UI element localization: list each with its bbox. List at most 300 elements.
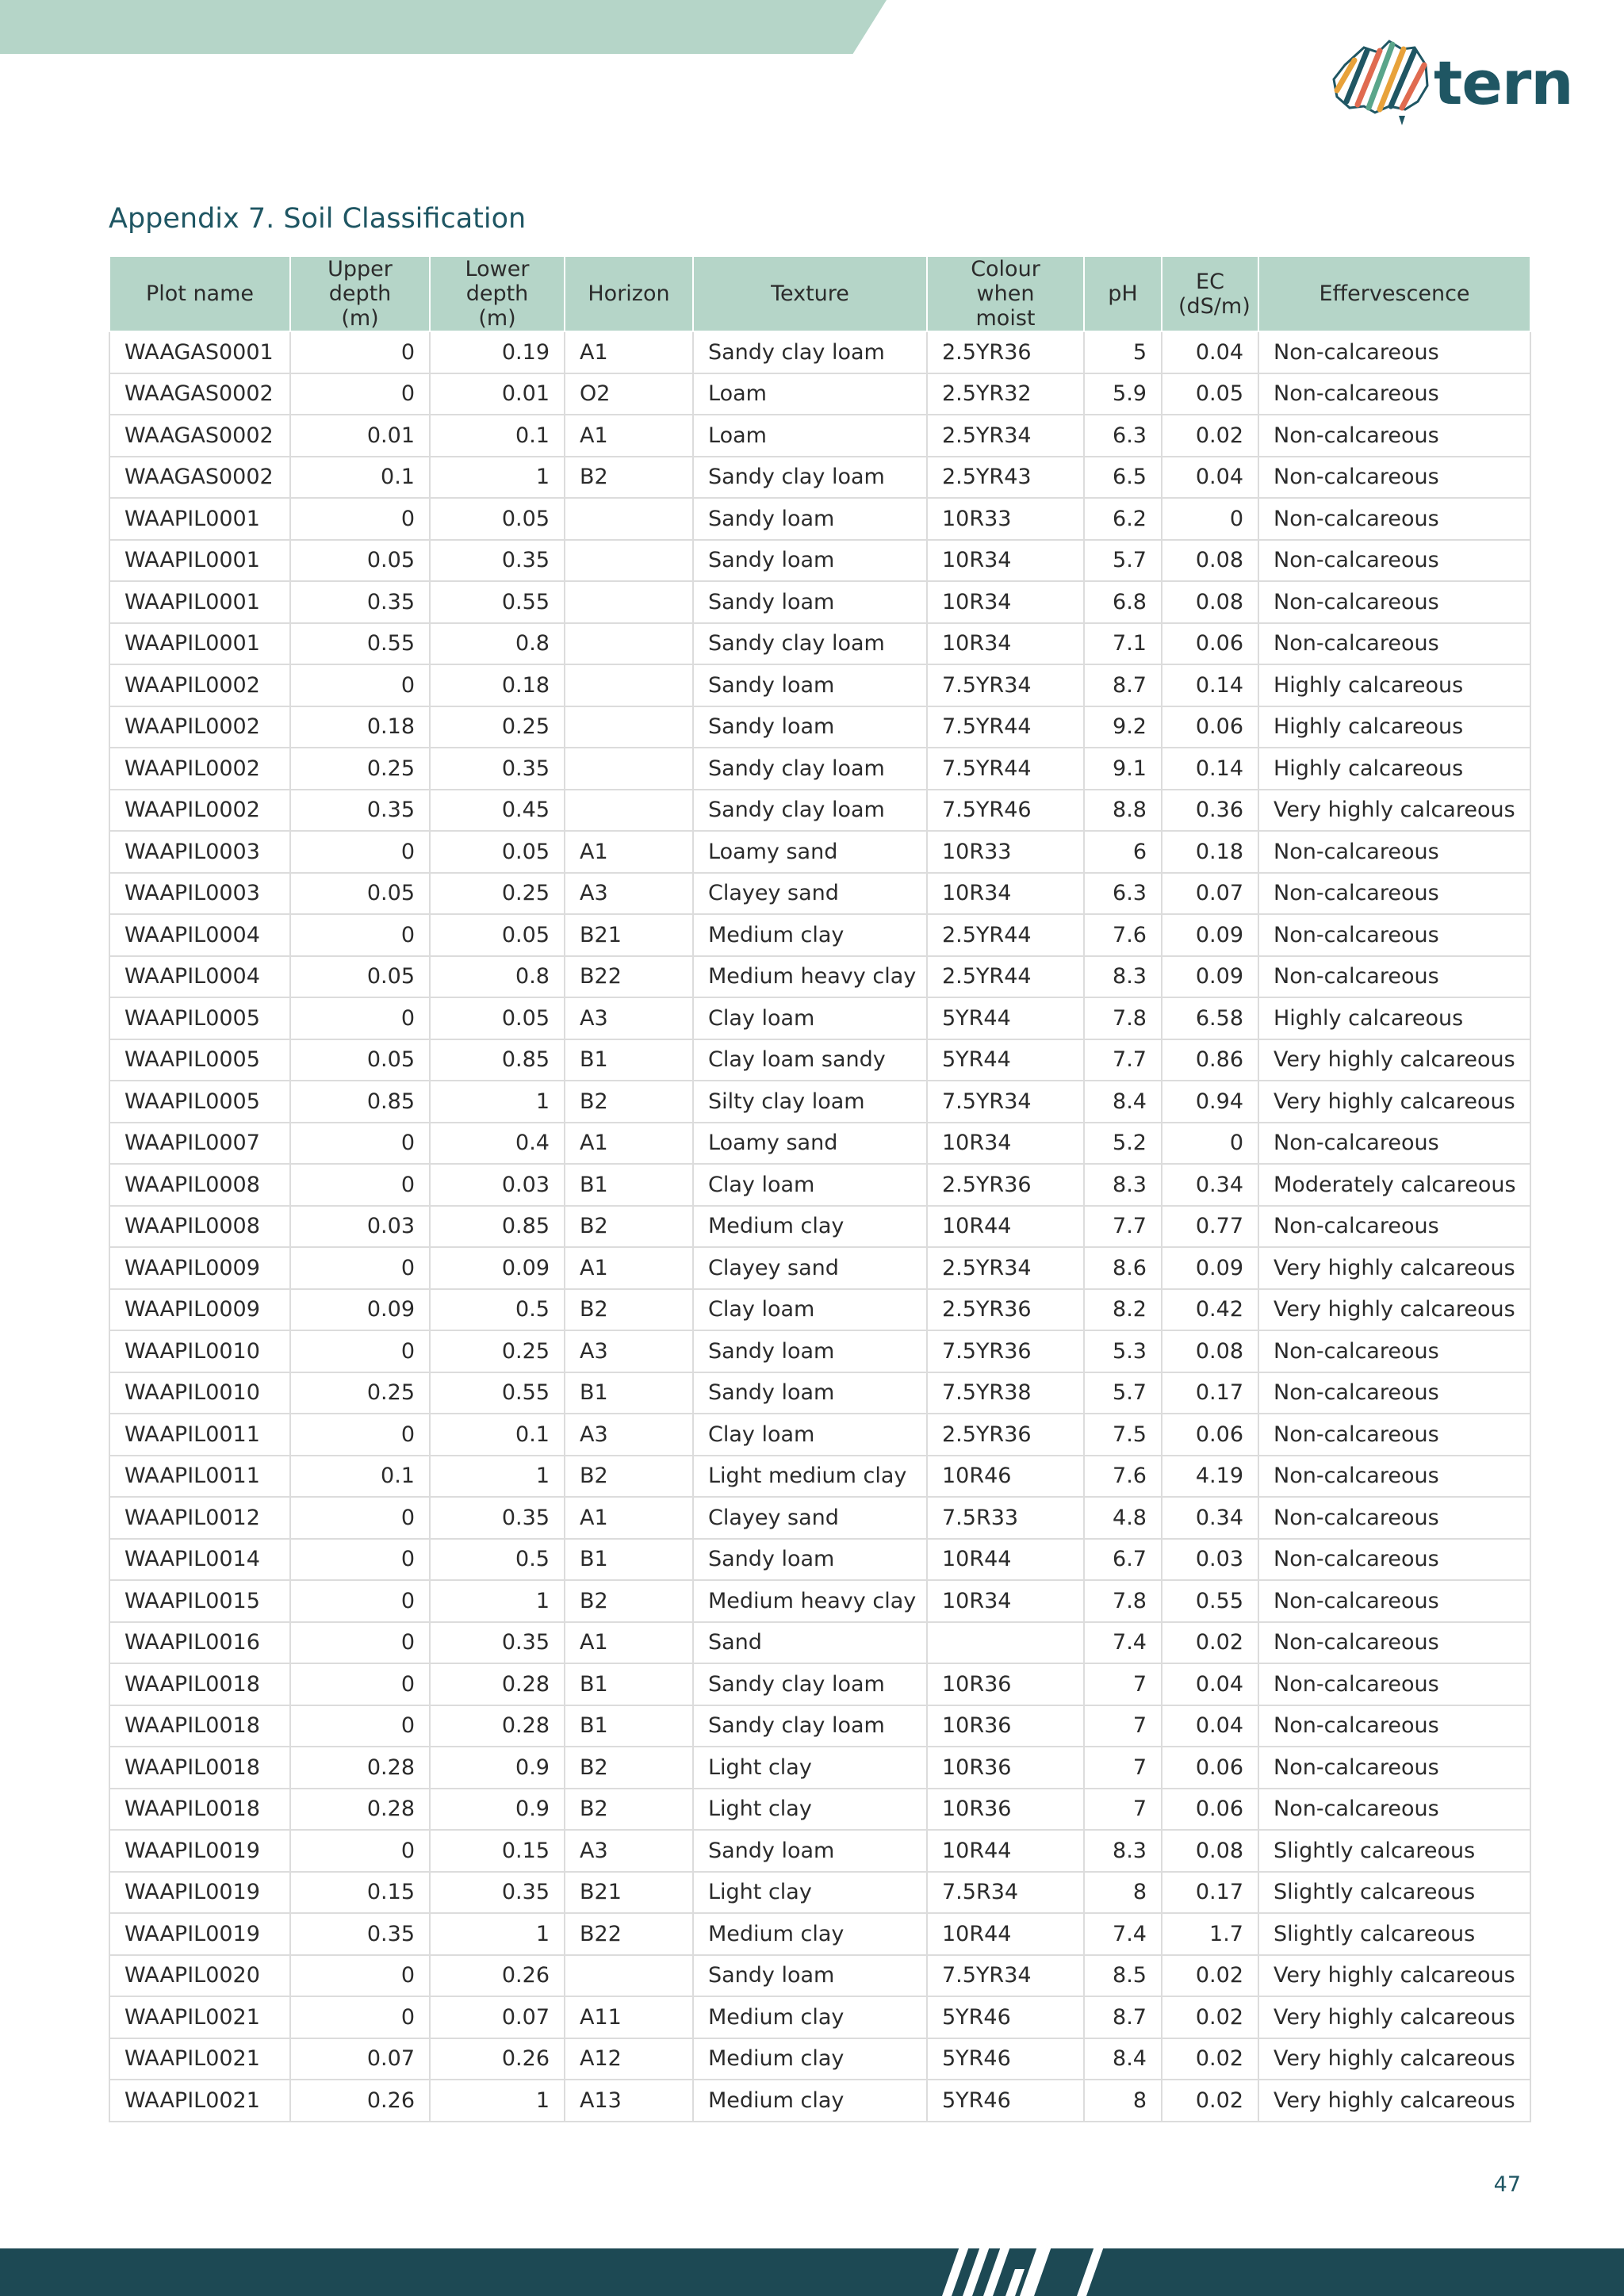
cell-colour: 7.5R34 [927,1872,1084,1914]
cell-colour: 2.5YR44 [927,914,1084,956]
cell-effervescence: Non-calcareous [1258,373,1530,415]
top-accent-band [0,0,887,54]
cell-ec: 0.05 [1162,373,1258,415]
cell-plot-name: WAAPIL0019 [109,1872,290,1914]
cell-upper-depth: 0 [290,997,430,1039]
cell-effervescence: Moderately calcareous [1258,1164,1530,1206]
cell-texture: Medium heavy clay [693,1580,927,1622]
cell-colour: 7.5R33 [927,1497,1084,1539]
table-row [109,790,1530,832]
cell-texture: Clay loam [693,1289,927,1331]
table-row [109,997,1530,1039]
cell-lower-depth: 0.35 [430,1872,565,1914]
cell-plot-name: WAAPIL0018 [109,1705,290,1747]
cell-effervescence: Very highly calcareous [1258,1247,1530,1289]
cell-ec: 0.02 [1162,415,1258,457]
cell-ec: 0.94 [1162,1081,1258,1123]
cell-horizon [565,748,693,790]
cell-ph: 6.3 [1084,415,1162,457]
cell-colour: 10R34 [927,581,1084,623]
cell-plot-name: WAAPIL0002 [109,664,290,706]
cell-lower-depth: 0.85 [430,1039,565,1081]
cell-colour: 10R44 [927,1913,1084,1955]
cell-effervescence: Highly calcareous [1258,706,1530,748]
table-row [109,457,1530,499]
cell-colour: 10R34 [927,1123,1084,1165]
table-header-row [109,256,1530,331]
cell-horizon: B1 [565,1372,693,1414]
cell-plot-name: WAAPIL0016 [109,1622,290,1664]
cell-ph: 7 [1084,1663,1162,1705]
cell-texture: Clay loam [693,997,927,1039]
cell-ph: 4.8 [1084,1497,1162,1539]
cell-upper-depth: 0 [290,1123,430,1165]
cell-horizon: B2 [565,1206,693,1248]
cell-texture: Sandy loam [693,540,927,582]
cell-effervescence: Non-calcareous [1258,1539,1530,1581]
cell-texture: Sandy clay loam [693,790,927,832]
cell-lower-depth: 0.85 [430,1206,565,1248]
cell-horizon: A1 [565,1622,693,1664]
table-row [109,415,1530,457]
cell-ec: 0.03 [1162,1539,1258,1581]
cell-ph: 7.6 [1084,1456,1162,1498]
table-row [109,373,1530,415]
cell-colour: 2.5YR32 [927,373,1084,415]
cell-lower-depth: 1 [430,457,565,499]
cell-ph: 7.7 [1084,1206,1162,1248]
cell-ph: 7.1 [1084,623,1162,665]
cell-effervescence: Non-calcareous [1258,1663,1530,1705]
table-row [109,1123,1530,1165]
table-row [109,831,1530,873]
cell-colour: 10R46 [927,1456,1084,1498]
cell-lower-depth: 0.35 [430,540,565,582]
cell-ph: 6 [1084,831,1162,873]
cell-ec: 0.08 [1162,1830,1258,1872]
cell-plot-name: WAAPIL0008 [109,1206,290,1248]
cell-upper-depth: 0.05 [290,540,430,582]
cell-ph: 5.7 [1084,540,1162,582]
cell-texture: Clay loam sandy [693,1039,927,1081]
cell-horizon: B1 [565,1539,693,1581]
table-row [109,1372,1530,1414]
cell-ec: 0.09 [1162,956,1258,998]
table-row [109,1747,1530,1789]
cell-colour: 5YR44 [927,1039,1084,1081]
cell-effervescence: Non-calcareous [1258,498,1530,540]
cell-ph: 8.3 [1084,956,1162,998]
cell-upper-depth: 0.05 [290,873,430,915]
cell-colour: 2.5YR36 [927,331,1084,373]
cell-plot-name: WAAPIL0015 [109,1580,290,1622]
table-row [109,664,1530,706]
cell-horizon: B1 [565,1164,693,1206]
table-row [109,2038,1530,2080]
logo-wordmark: tern [1434,48,1573,118]
cell-horizon: B1 [565,1663,693,1705]
cell-plot-name: WAAPIL0011 [109,1456,290,1498]
cell-texture: Clay loam [693,1164,927,1206]
cell-effervescence: Non-calcareous [1258,1123,1530,1165]
cell-ph: 8.6 [1084,1247,1162,1289]
tern-logo [1323,33,1573,136]
cell-effervescence: Non-calcareous [1258,1330,1530,1372]
cell-horizon: A1 [565,415,693,457]
table-row [109,1497,1530,1539]
table-row [109,1081,1530,1123]
cell-ph: 8 [1084,1872,1162,1914]
cell-effervescence: Very highly calcareous [1258,1996,1530,2038]
cell-texture: Light clay [693,1789,927,1831]
cell-upper-depth: 0 [290,331,430,373]
cell-ph: 7 [1084,1705,1162,1747]
cell-texture: Medium heavy clay [693,956,927,998]
cell-effervescence: Non-calcareous [1258,873,1530,915]
cell-lower-depth: 1 [430,1580,565,1622]
cell-colour: 10R36 [927,1705,1084,1747]
table-body [109,331,1530,2122]
cell-ec: 0.08 [1162,540,1258,582]
cell-ph: 7 [1084,1789,1162,1831]
table-row [109,1414,1530,1456]
cell-lower-depth: 0.28 [430,1705,565,1747]
cell-upper-depth: 0.55 [290,623,430,665]
cell-colour: 2.5YR36 [927,1414,1084,1456]
cell-horizon: B2 [565,1289,693,1331]
table-row [109,706,1530,748]
cell-lower-depth: 0.28 [430,1663,565,1705]
cell-ph: 7 [1084,1747,1162,1789]
cell-upper-depth: 0 [290,1830,430,1872]
cell-plot-name: WAAPIL0021 [109,2038,290,2080]
cell-effervescence: Very highly calcareous [1258,2038,1530,2080]
cell-upper-depth: 0 [290,1164,430,1206]
cell-plot-name: WAAPIL0019 [109,1913,290,1955]
cell-colour: 7.5YR44 [927,706,1084,748]
cell-colour: 7.5YR36 [927,1330,1084,1372]
header-texture: Texture [693,256,927,331]
cell-lower-depth: 0.26 [430,1955,565,1997]
cell-texture: Sandy loam [693,706,927,748]
cell-texture: Medium clay [693,2038,927,2080]
cell-texture: Sandy clay loam [693,331,927,373]
cell-plot-name: WAAPIL0010 [109,1330,290,1372]
cell-lower-depth: 0.07 [430,1996,565,2038]
cell-plot-name: WAAPIL0001 [109,623,290,665]
cell-lower-depth: 0.05 [430,831,565,873]
cell-plot-name: WAAPIL0005 [109,1081,290,1123]
cell-upper-depth: 0 [290,1663,430,1705]
table-row [109,1789,1530,1831]
cell-plot-name: WAAPIL0001 [109,581,290,623]
cell-upper-depth: 0.35 [290,790,430,832]
cell-upper-depth: 0 [290,1955,430,1997]
cell-ph: 6.2 [1084,498,1162,540]
cell-texture: Sandy clay loam [693,623,927,665]
cell-ph: 8.7 [1084,664,1162,706]
cell-horizon: B22 [565,956,693,998]
cell-texture: Medium clay [693,914,927,956]
cell-upper-depth: 0.25 [290,1372,430,1414]
cell-ec: 0.04 [1162,331,1258,373]
cell-upper-depth: 0 [290,1497,430,1539]
table-row [109,1164,1530,1206]
cell-lower-depth: 0.18 [430,664,565,706]
cell-horizon: B2 [565,1456,693,1498]
header-horizon: Horizon [565,256,693,331]
cell-colour: 10R44 [927,1830,1084,1872]
cell-effervescence: Non-calcareous [1258,1414,1530,1456]
cell-horizon: A12 [565,2038,693,2080]
cell-upper-depth: 0 [290,1622,430,1664]
cell-effervescence: Highly calcareous [1258,664,1530,706]
cell-colour: 7.5YR34 [927,1081,1084,1123]
header-ph: pH [1084,256,1162,331]
cell-colour: 10R33 [927,498,1084,540]
bottom-brand-band [0,2248,1624,2296]
cell-plot-name: WAAPIL0002 [109,748,290,790]
cell-ec: 0.09 [1162,1247,1258,1289]
cell-plot-name: WAAPIL0018 [109,1663,290,1705]
cell-ph: 8.5 [1084,1955,1162,1997]
cell-effervescence: Very highly calcareous [1258,1039,1530,1081]
cell-ph: 8.4 [1084,2038,1162,2080]
cell-upper-depth: 0.1 [290,457,430,499]
cell-texture: Loam [693,373,927,415]
table-row [109,1247,1530,1289]
cell-colour: 10R44 [927,1539,1084,1581]
cell-ec: 0.02 [1162,1955,1258,1997]
cell-upper-depth: 0 [290,1539,430,1581]
cell-plot-name: WAAPIL0005 [109,997,290,1039]
cell-texture: Sandy clay loam [693,1663,927,1705]
cell-plot-name: WAAPIL0009 [109,1289,290,1331]
cell-lower-depth: 0.45 [430,790,565,832]
cell-upper-depth: 0 [290,1414,430,1456]
cell-lower-depth: 0.8 [430,956,565,998]
cell-ph: 6.5 [1084,457,1162,499]
cell-texture: Sand [693,1622,927,1664]
cell-colour: 2.5YR36 [927,1164,1084,1206]
cell-effervescence: Non-calcareous [1258,1789,1530,1831]
cell-texture: Medium clay [693,1996,927,2038]
cell-ph: 6.3 [1084,873,1162,915]
cell-ec: 0.06 [1162,706,1258,748]
cell-plot-name: WAAGAS0002 [109,457,290,499]
table-row [109,956,1530,998]
cell-upper-depth: 0.01 [290,415,430,457]
table-row [109,1039,1530,1081]
cell-colour: 5YR46 [927,1996,1084,2038]
cell-ec: 0.34 [1162,1164,1258,1206]
cell-texture: Light clay [693,1872,927,1914]
table-row [109,1289,1530,1331]
cell-horizon: A11 [565,1996,693,2038]
cell-ec: 0.08 [1162,1330,1258,1372]
cell-ec: 6.58 [1162,997,1258,1039]
cell-lower-depth: 0.05 [430,498,565,540]
cell-ph: 5.3 [1084,1330,1162,1372]
table-row [109,2080,1530,2122]
cell-effervescence: Non-calcareous [1258,1497,1530,1539]
cell-effervescence: Non-calcareous [1258,956,1530,998]
cell-colour: 5YR46 [927,2038,1084,2080]
cell-ec: 0.17 [1162,1872,1258,1914]
cell-plot-name: WAAPIL0021 [109,2080,290,2122]
cell-lower-depth: 1 [430,2080,565,2122]
header-lower-depth: Lower depth (m) [430,256,565,331]
cell-plot-name: WAAPIL0003 [109,873,290,915]
cell-colour: 2.5YR34 [927,1247,1084,1289]
cell-lower-depth: 1 [430,1081,565,1123]
cell-plot-name: WAAGAS0002 [109,373,290,415]
cell-plot-name: WAAPIL0001 [109,540,290,582]
cell-lower-depth: 0.1 [430,1414,565,1456]
cell-effervescence: Non-calcareous [1258,914,1530,956]
cell-upper-depth: 0.03 [290,1206,430,1248]
cell-horizon: B2 [565,1081,693,1123]
cell-colour: 7.5YR34 [927,664,1084,706]
cell-ec: 0.06 [1162,1789,1258,1831]
cell-effervescence: Non-calcareous [1258,623,1530,665]
cell-ec: 0.02 [1162,2080,1258,2122]
cell-horizon: B21 [565,914,693,956]
cell-effervescence: Very highly calcareous [1258,1081,1530,1123]
cell-upper-depth: 0.25 [290,748,430,790]
cell-effervescence: Non-calcareous [1258,1206,1530,1248]
cell-ec: 0.14 [1162,664,1258,706]
cell-colour: 7.5YR46 [927,790,1084,832]
cell-ec: 0.86 [1162,1039,1258,1081]
cell-horizon: A1 [565,331,693,373]
cell-upper-depth: 0 [290,1247,430,1289]
table-row [109,914,1530,956]
cell-upper-depth: 0 [290,1705,430,1747]
cell-texture: Sandy clay loam [693,457,927,499]
cell-ec: 0.06 [1162,1747,1258,1789]
cell-ec: 0.08 [1162,581,1258,623]
cell-ph: 7.4 [1084,1913,1162,1955]
cell-effervescence: Slightly calcareous [1258,1872,1530,1914]
cell-texture: Clay loam [693,1414,927,1456]
cell-upper-depth: 0.07 [290,2038,430,2080]
cell-ph: 7.4 [1084,1622,1162,1664]
cell-lower-depth: 0.15 [430,1830,565,1872]
cell-ec: 0.06 [1162,623,1258,665]
cell-texture: Light medium clay [693,1456,927,1498]
cell-colour: 7.5YR34 [927,1955,1084,1997]
cell-effervescence: Non-calcareous [1258,457,1530,499]
cell-lower-depth: 0.9 [430,1789,565,1831]
cell-texture: Sandy loam [693,581,927,623]
cell-upper-depth: 0 [290,498,430,540]
cell-ph: 8.4 [1084,1081,1162,1123]
cell-colour: 2.5YR36 [927,1289,1084,1331]
cell-effervescence: Highly calcareous [1258,748,1530,790]
cell-plot-name: WAAPIL0003 [109,831,290,873]
cell-texture: Sandy loam [693,1955,927,1997]
cell-texture: Sandy clay loam [693,748,927,790]
cell-ec: 0.02 [1162,2038,1258,2080]
cell-texture: Loam [693,415,927,457]
cell-upper-depth: 0 [290,831,430,873]
cell-ph: 7.8 [1084,997,1162,1039]
cell-effervescence: Slightly calcareous [1258,1830,1530,1872]
table-row [109,1996,1530,2038]
cell-ph: 7.7 [1084,1039,1162,1081]
cell-ec: 0.09 [1162,914,1258,956]
cell-effervescence: Non-calcareous [1258,1705,1530,1747]
table-row [109,1330,1530,1372]
cell-ec: 0 [1162,1123,1258,1165]
cell-colour: 5YR46 [927,2080,1084,2122]
cell-ph: 9.1 [1084,748,1162,790]
cell-texture: Clayey sand [693,873,927,915]
cell-upper-depth: 0.28 [290,1747,430,1789]
cell-ph: 8.3 [1084,1164,1162,1206]
cell-lower-depth: 0.01 [430,373,565,415]
cell-ec: 0.34 [1162,1497,1258,1539]
cell-lower-depth: 0.4 [430,1123,565,1165]
cell-ec: 0 [1162,498,1258,540]
cell-effervescence: Non-calcareous [1258,331,1530,373]
cell-ph: 8.2 [1084,1289,1162,1331]
cell-plot-name: WAAPIL0014 [109,1539,290,1581]
cell-plot-name: WAAPIL0001 [109,498,290,540]
table-row [109,623,1530,665]
cell-horizon [565,623,693,665]
cell-effervescence: Non-calcareous [1258,1372,1530,1414]
cell-horizon: A3 [565,873,693,915]
cell-lower-depth: 1 [430,1913,565,1955]
cell-horizon: A1 [565,1123,693,1165]
cell-ec: 0.02 [1162,1622,1258,1664]
cell-upper-depth: 0.15 [290,1872,430,1914]
cell-colour: 10R36 [927,1789,1084,1831]
cell-horizon: B22 [565,1913,693,1955]
cell-plot-name: WAAPIL0004 [109,914,290,956]
cell-lower-depth: 0.03 [430,1164,565,1206]
cell-ec: 0.06 [1162,1414,1258,1456]
header-upper-depth: Upper depth (m) [290,256,430,331]
cell-plot-name: WAAPIL0010 [109,1372,290,1414]
cell-upper-depth: 0.05 [290,956,430,998]
cell-ph: 8.3 [1084,1830,1162,1872]
cell-colour: 10R34 [927,540,1084,582]
cell-lower-depth: 0.25 [430,873,565,915]
cell-ec: 0.36 [1162,790,1258,832]
cell-upper-depth: 0.35 [290,581,430,623]
cell-texture: Sandy loam [693,1830,927,1872]
cell-lower-depth: 0.26 [430,2038,565,2080]
cell-lower-depth: 0.5 [430,1539,565,1581]
cell-horizon: A3 [565,1830,693,1872]
cell-effervescence: Highly calcareous [1258,997,1530,1039]
australia-map-icon [1323,33,1434,136]
cell-upper-depth: 0.85 [290,1081,430,1123]
cell-ph: 6.7 [1084,1539,1162,1581]
cell-texture: Sandy clay loam [693,1705,927,1747]
cell-effervescence: Non-calcareous [1258,831,1530,873]
cell-horizon: A3 [565,1414,693,1456]
cell-texture: Clayey sand [693,1497,927,1539]
cell-texture: Loamy sand [693,831,927,873]
cell-ph: 9.2 [1084,706,1162,748]
cell-colour: 7.5YR44 [927,748,1084,790]
cell-upper-depth: 0.05 [290,1039,430,1081]
cell-ph: 7.8 [1084,1580,1162,1622]
